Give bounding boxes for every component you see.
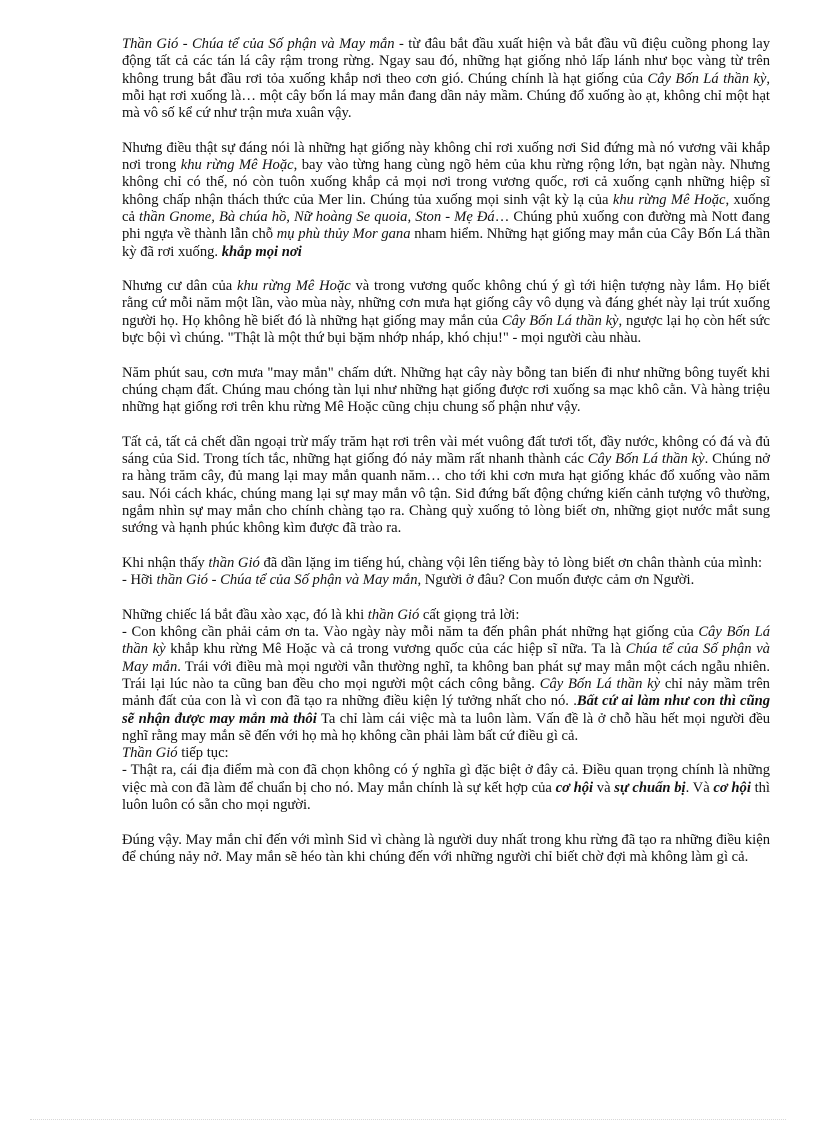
text-run: - từ đâu bắt đầu xuất hiện và bắt đầu vũ điệu cuồng phong lay động tất cả các tán lá cây rậm trong rừng. Ngay sau đó, những hạt giống nhỏ lấp lánh như bọc vàng từ trên không trung bắt đầu rơi tỏa xuống khắp nơi theo cơn gió. Chúng chính là hạt giống của bbox=[122, 36, 770, 87]
paragraph-p3 bbox=[122, 278, 770, 347]
text-line bbox=[122, 365, 770, 417]
text-run: Đúng vậy. May mắn chỉ đến với mình Sid vì chàng là người duy nhất trong khu rừng đã tạo ra những điều kiện để chúng nảy nở. May mắn sẽ héo tàn khi chúng đến với những người chỉ biết chờ đợi mà không làm gì cả. bbox=[122, 831, 770, 865]
text-run: khắp khu rừng Mê Hoặc và cả trong vương quốc của các hiệp sĩ nữa. Ta là bbox=[165, 641, 626, 658]
text-line bbox=[122, 140, 770, 261]
text-run: chỉ nảy mầm trên mảnh đất của con là vì con đã tạo ra những điều kiện lý tưởng nhất cho nó. . bbox=[122, 675, 770, 710]
emphasized-text: Cây Bốn Lá thần kỳ bbox=[539, 675, 661, 692]
paragraph-p6 bbox=[122, 555, 770, 590]
text-run: và bbox=[593, 779, 615, 796]
emphasized-text: Chúa tể của Số phận và May mắn bbox=[122, 641, 770, 675]
paragraph-p2 bbox=[122, 140, 770, 261]
text-run: Năm phút sau, cơn mưa "may mắn" chấm dứt. Những hạt cây này bỗng tan biến đi như những bông tuyết khi chúng chạm đất. Chúng mau chóng tàn lụi như những hạt giống được rơi xuống sa mạc khô cằn. Và hàng triệu những hạt giống rơi trên khu rừng Mê Hoặc cũng chịu chung số phận như vậy. bbox=[122, 364, 770, 416]
document-body bbox=[122, 36, 770, 884]
text-run: . Chúng nở ra hàng trăm cây, đủ mang lại may mắn quanh năm… cho tới khi cơn mưa hạt giống khác đổ xuống vào năm sau. Nói cách khác, chúng mang lại sự may mắn vô tận. Sid đứng bất động chứng kiến cảnh tượng vô thường, ngắm nhìn sự may mắn cho chính chàng tạo ra. Chàng quỳ xuống tỏ lòng biết ơn, những giọt nước mắt sung sướng và hạnh phúc không kìm được đã trào ra. bbox=[122, 451, 770, 537]
text-run: nham hiểm. Những hạt giống may mắn của Cây Bốn Lá thần kỳ đã rơi xuống. bbox=[122, 226, 770, 260]
text-run: và trong vương quốc không chú ý gì tới hiện tượng này lắm. Họ biết rằng cứ mỗi năm một lần, vào mùa này, những cơn mưa hạt giống cây vô dụng và đáng ghét này lại trút xuống người họ. Họ không hề biết đó là những hạt giống may mắn của bbox=[122, 278, 771, 329]
text-line bbox=[122, 278, 770, 347]
emphasized-text: khu rừng Mê Hoặc bbox=[612, 191, 726, 208]
emphasized-text: khu rừng Mê Hoặc bbox=[237, 278, 351, 295]
text-run: , Người ở đâu? Con muốn được cảm ơn Người. bbox=[417, 572, 695, 589]
emphasized-text: Thần Gió - Chúa tể của Số phận và May mắn bbox=[122, 36, 395, 52]
text-run: - Hỡi bbox=[122, 572, 157, 589]
text-line bbox=[122, 762, 770, 814]
text-run: , xuống cả bbox=[122, 191, 771, 225]
paragraph-p7 bbox=[122, 607, 770, 815]
text-run: tiếp tục: bbox=[177, 745, 229, 762]
emphasized-text: Bất cứ ai làm như con thì cũng sẽ nhận được may mắn mà thôi bbox=[122, 693, 770, 727]
text-run: , mỗi hạt rơi xuống là… một cây bốn lá may mắn đang dần nảy mầm. Chúng đổ xuống ào ạt, không chỉ một hạt mà vô số kể cứ như trận mưa xuân vậy. bbox=[122, 70, 770, 122]
text-run: , bay vào từng hang cùng ngõ hẻm của khu rừng rộng lớn, bạt ngàn này. Nhưng không chỉ có thế, nó còn tuôn xuống khắp cả mọi nơi trong vương quốc, rơi cả xuống cạnh những hiệp sĩ không chấp nhận thách thức của Mer lin. Chúng tủa xuống mọi sinh vật kỳ lạ của bbox=[122, 157, 771, 208]
emphasized-text: sự chuẩn bị bbox=[614, 779, 686, 796]
text-run: Ta chỉ làm cái việc mà ta luôn làm. Vấn đề là ở chỗ hầu hết mọi người đều nghĩ rằng may mắn sẽ đến với họ mà họ không cần phải làm bất cứ điều gì cả. bbox=[122, 710, 771, 744]
emphasized-text: Cây Bốn Lá thần kỳ bbox=[122, 624, 770, 658]
text-run: đã dần lặng im tiếng hú, chàng vội lên tiếng bày tỏ lòng biết ơn chân thành của mình: bbox=[259, 554, 762, 571]
emphasized-text: thần Gió bbox=[208, 554, 260, 571]
text-run: - Thật ra, cái địa điểm mà con đã chọn không có ý nghĩa gì đặc biệt ở đây cả. Điều quan trọng chính là những việc mà con đã làm để chuẩn bị cho nó. May mắn chính là sự kết hợp của bbox=[122, 762, 770, 796]
text-line bbox=[122, 745, 770, 762]
text-run: … Chúng phủ xuống con đường mà Nott đang phi ngựa về thành lẫn chỗ bbox=[122, 208, 770, 243]
text-run: . Trái với điều mà mọi người vẫn thường nghĩ, ta không ban phát sự may mắn một cách ngẫu nhiên. Trái lại lúc nào ta cũng ban đều cho mọi người một cách công bằng. bbox=[122, 658, 771, 692]
paragraph-p8 bbox=[122, 832, 770, 867]
text-run: Tất cả, tất cả chết dần ngoại trừ mấy trăm hạt rơi trên vài mét vuông đất tươi tốt, đầy nước, không có đá và đủ sáng của Sid. Trong tích tắc, những hạt giống đó nảy mầm rất nhanh thành các bbox=[122, 433, 770, 468]
text-line bbox=[122, 555, 770, 572]
text-line bbox=[122, 832, 770, 867]
emphasized-text: mụ phù thủy Mor gana bbox=[276, 226, 411, 243]
text-run: , ngược lại họ còn hết sức bực bội vì chúng. "Thật là một thứ bụi bặm nhớp nháp, khó chịu!" - mọi người càu nhàu. bbox=[122, 312, 770, 347]
text-line bbox=[122, 36, 770, 122]
text-line bbox=[122, 434, 770, 538]
text-run: Nhưng điều thật sự đáng nói là những hạt giống này không chỉ rơi xuống nơi Sid đứng mà nó vương vãi khắp nơi trong bbox=[122, 139, 770, 174]
emphasized-text: Cây Bốn Lá thần kỳ bbox=[587, 451, 705, 468]
paragraph-p1 bbox=[122, 36, 770, 122]
text-line bbox=[122, 624, 770, 745]
text-run: - Con không cần phải cảm ơn ta. Vào ngày này mỗi năm ta đến phân phát những hạt giống của bbox=[122, 624, 699, 641]
text-run: Những chiếc lá bắt đầu xào xạc, đó là khi bbox=[122, 606, 368, 623]
emphasized-text: Thần Gió bbox=[122, 745, 178, 762]
emphasized-text: Cây Bốn Lá thần kỳ bbox=[501, 312, 619, 329]
emphasized-text: khắp mọi nơi bbox=[221, 243, 302, 260]
text-line bbox=[122, 572, 770, 589]
text-run: . Và bbox=[685, 779, 714, 796]
text-run: Khi nhận thấy bbox=[122, 554, 209, 571]
text-line bbox=[122, 607, 770, 624]
paragraph-p5 bbox=[122, 434, 770, 538]
emphasized-text: cơ hội bbox=[713, 779, 751, 796]
text-run: Nhưng cư dân của bbox=[122, 278, 237, 295]
emphasized-text: thần Gnome, Bà chúa hồ, Nữ hoàng Se quoia, Ston - Mẹ Đá bbox=[139, 208, 495, 225]
emphasized-text: thần Gió bbox=[367, 606, 420, 623]
emphasized-text: Cây Bốn Lá thần kỳ bbox=[647, 70, 767, 87]
text-run: cất giọng trả lời: bbox=[419, 606, 520, 623]
emphasized-text: cơ hội bbox=[555, 779, 594, 796]
page-bottom-dotted-rule bbox=[30, 1119, 786, 1120]
emphasized-text: thần Gió - Chúa tể của Số phận và May mắn bbox=[156, 572, 418, 589]
text-run: thì luôn luôn có sẵn cho mọi người. bbox=[122, 779, 770, 814]
paragraph-p4 bbox=[122, 365, 770, 417]
emphasized-text: khu rừng Mê Hoặc bbox=[180, 157, 294, 174]
